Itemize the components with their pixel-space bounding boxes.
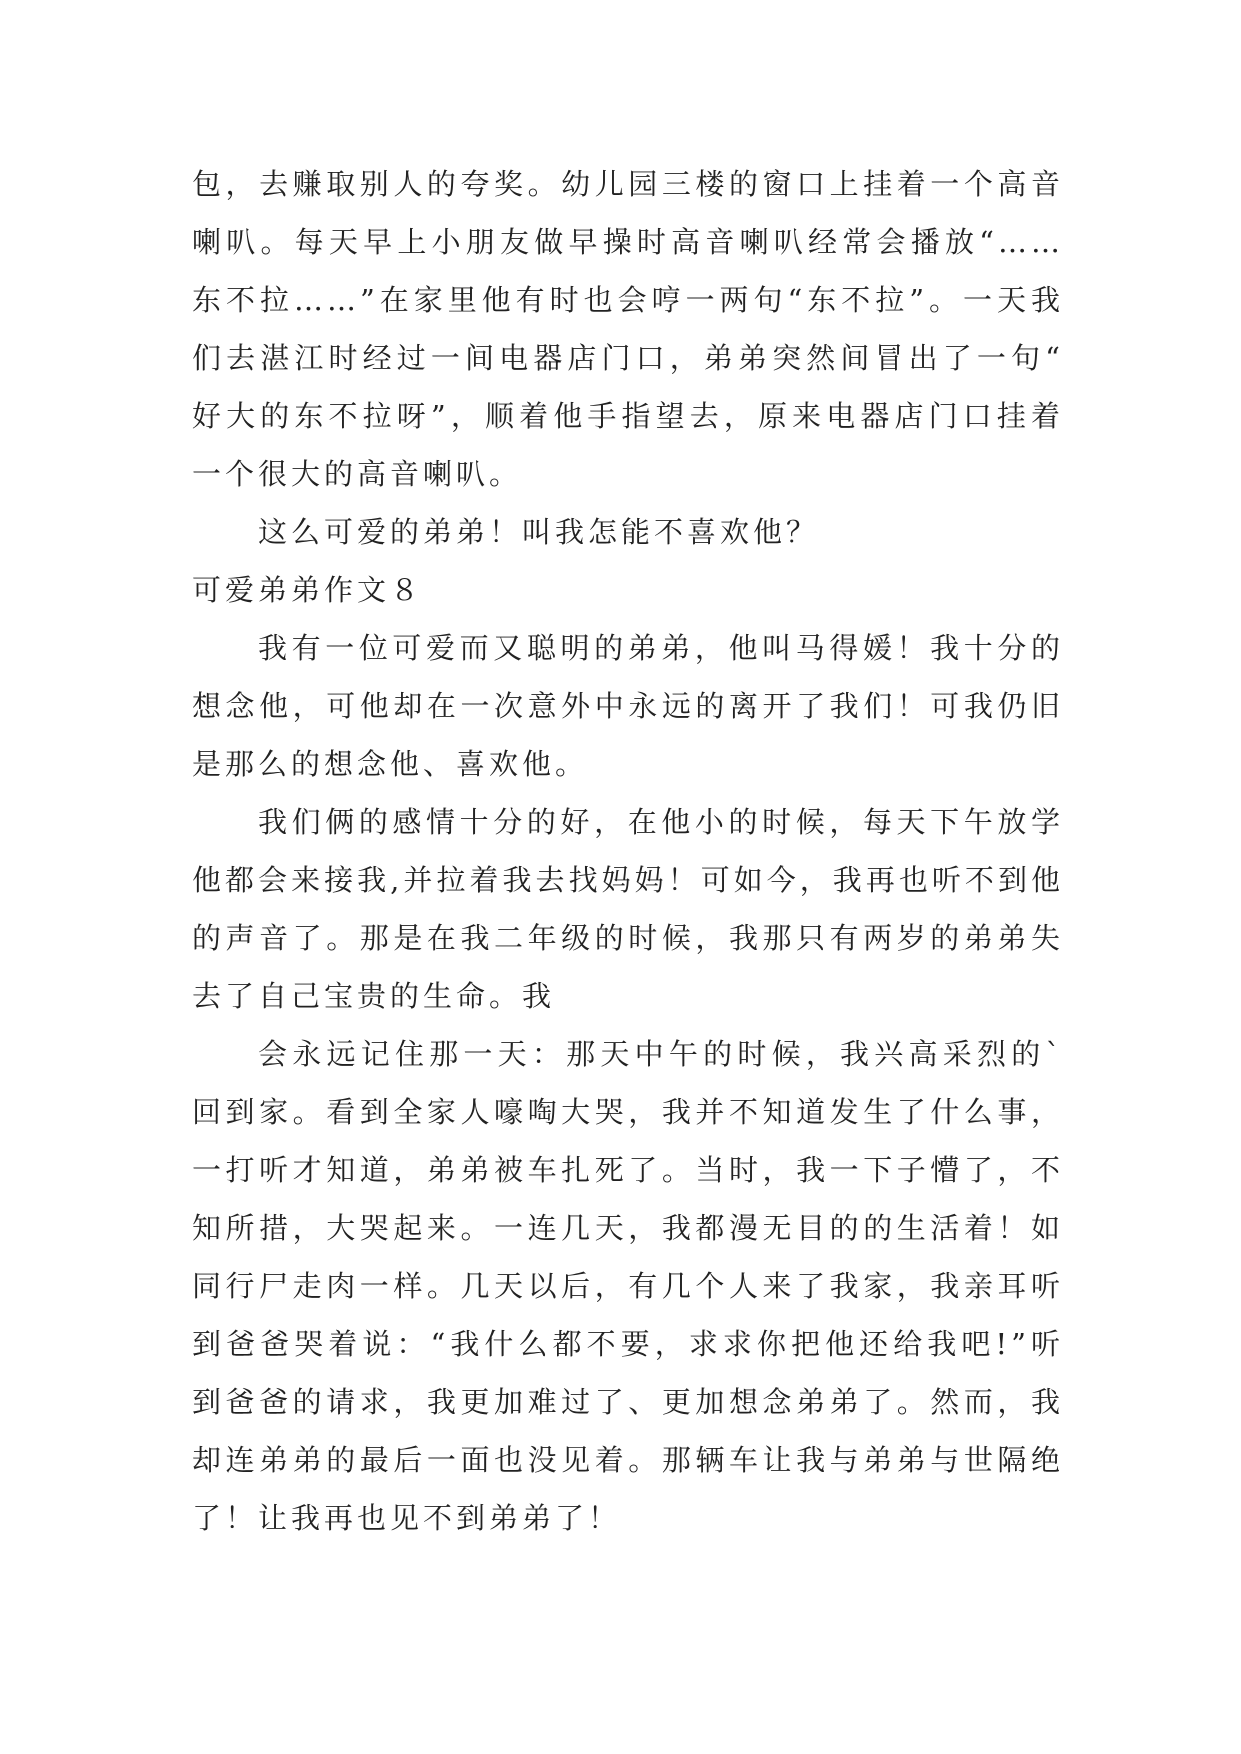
paragraph: 这么可爱的弟弟！叫我怎能不喜欢他？ (258, 515, 820, 549)
paragraph: 会永远记住那一天：那天中午的时候，我兴高采烈的`回到家。看到全家人嚎啕大哭，我并不知道发生了什么事，一打听才知道，弟弟被车扎死了。当时，我一下子懵了，不知所措，大哭起来。一连几天，我都漫无目的的生活着！如同行尸走肉一样。几天以后，有几个人来了我家，我亲耳听到爸爸哭着说：“我什么都不要，求求你把他还给我吧!”听到爸爸的请求，我更加难过了、更加想念弟弟了。然而，我却连弟弟的最后一面也没见着。那辆车让我与弟弟与世隔绝了！让我再也见不到弟弟了！ (192, 1037, 1064, 1535)
document-body (192, 155, 1064, 1547)
paragraph: 包，去赚取别人的夸奖。幼儿园三楼的窗口上挂着一个高音喇叭。每天早上小朋友做早操时高音喇叭经常会播放“……东不拉……”在家里他有时也会哼一两句“东不拉”。一天我们去湛江时经过一间电器店门口，弟弟突然间冒出了一句“好大的东不拉呀”，顺着他手指望去，原来电器店门口挂着一个很大的高音喇叭。 (192, 167, 1064, 491)
paragraph: 我们俩的感情十分的好，在他小的时候，每天下午放学他都会来接我,并拉着我去找妈妈！可如今，我再也听不到他的声音了。那是在我二年级的时候，我那只有两岁的弟弟失去了自己宝贵的生命。我 (192, 805, 1064, 1013)
paragraph: 我有一位可爱而又聪明的弟弟，他叫马得媛！我十分的想念他，可他却在一次意外中永远的离开了我们！可我仍旧是那么的想念他、喜欢他。 (192, 631, 1064, 781)
section-title: 可爱弟弟作文８ (192, 573, 424, 607)
